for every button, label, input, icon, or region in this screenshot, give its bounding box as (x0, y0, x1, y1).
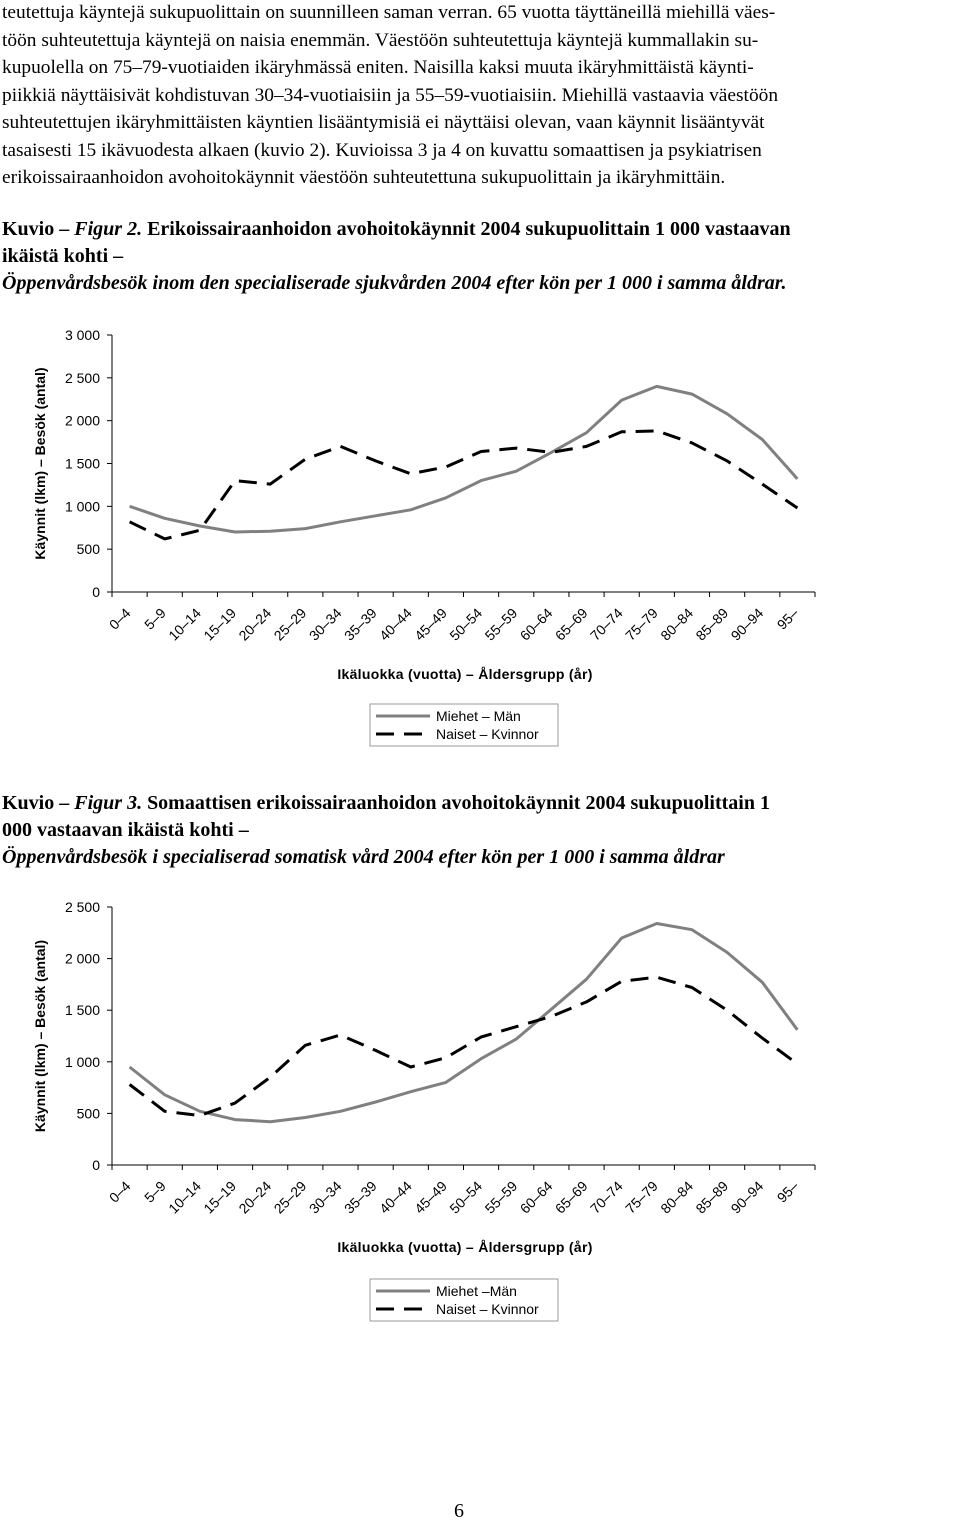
y-tick-label: 2 500 (64, 899, 100, 915)
figure-3-title-fi-cont: 000 vastaavan ikäistä kohti – (2, 819, 249, 841)
x-tick-label: 75–79 (622, 1177, 661, 1217)
y-tick-label: 500 (76, 1105, 100, 1122)
legend-label: Miehet –Män (436, 1283, 517, 1299)
y-axis-label: Käynnit (lkm) – Besök (antal) (32, 939, 48, 1133)
y-tick-label: 2 000 (64, 950, 100, 967)
figure-2-title-sv: Öppenvårdsbesök inom den specialiserade sjukvården 2004 efter kön per 1 000 i samma åldrar. (2, 272, 787, 294)
x-tick-label: 70–74 (586, 1177, 626, 1217)
line-chart-svg (0, 315, 960, 755)
x-tick-label: 55–59 (481, 1177, 521, 1217)
figure-2-label-sv: Figur (74, 218, 123, 240)
figure-2-title-fi-cont: ikäistä kohti – (2, 245, 124, 267)
intro-line: teutettuja käyntejä sukupuolittain on suunnilleen saman verran. 65 vuotta täyttäneillä miehillä väes- (2, 2, 776, 23)
x-tick-label: 10–14 (165, 604, 204, 644)
x-tick-label: 65–69 (551, 604, 591, 644)
x-tick-label: 45–49 (411, 1177, 451, 1217)
intro-line: tasaisesti 15 ikävuodesta alkaen (kuvio 2). Kuvioissa 3 ja 4 on kuvattu somaattisen ja psykiatrisen (2, 139, 762, 161)
line-chart-svg (0, 890, 960, 1330)
y-tick-label: 1 000 (64, 498, 100, 515)
x-tick-label: 5–9 (141, 1177, 169, 1206)
x-tick-label: 35–39 (340, 1177, 380, 1217)
figure-2-caption: Kuvio – Figur 2. Erikoissairaanhoidon avohoitokäynnit 2004 sukupuolittain 1 000 vastaavan ikäistä kohti – Öppenvårdsbesök inom den specialiserade sjukvården 2004 efter kön per 1 000 i samma åldrar. (2, 218, 791, 294)
series-line-naiset (130, 977, 798, 1115)
x-tick-label: 20–24 (235, 1177, 275, 1217)
x-tick-label: 90–94 (727, 1177, 767, 1217)
series-line-miehet (130, 386, 798, 532)
y-tick-label: 2 000 (64, 412, 100, 429)
x-tick-label: 85–89 (692, 1177, 732, 1217)
series-line-naiset (130, 431, 798, 539)
x-tick-label: 25–29 (270, 1177, 310, 1217)
x-tick-label: 15–19 (200, 1177, 240, 1217)
figure-2-title-fi: Erikoissairaanhoidon avohoitokäynnit 2004 sukupuolittain 1 000 vastaavan (147, 218, 791, 240)
x-tick-label: 0–4 (105, 604, 134, 633)
x-tick-label: 5–9 (141, 604, 169, 633)
x-tick-label: 50–54 (446, 604, 486, 644)
y-tick-label: 1 500 (64, 455, 100, 472)
figure-3-title-fi: Somaattisen erikoissairaanhoidon avohoitokäynnit 2004 sukupuolittain 1 (147, 792, 770, 814)
x-tick-label: 30–34 (305, 1177, 345, 1217)
x-tick-label: 95– (773, 604, 802, 633)
y-tick-label: 1 500 (64, 1002, 100, 1019)
legend-label: Naiset – Kvinnor (436, 1301, 539, 1317)
y-axis-label: Käynnit (lkm) – Besök (antal) (32, 367, 48, 560)
intro-line: suhteutettujen ikäryhmittäisten käyntien lisääntymisiä ei näyttäisi olevan, vaan käynnit lisääntyvät (2, 112, 765, 133)
x-tick-label: 60–64 (516, 1177, 556, 1217)
x-axis-label: Ikäluokka (vuotta) – Åldersgrupp (år) (337, 666, 593, 682)
x-tick-label: 90–94 (727, 604, 767, 644)
x-tick-label: 45–49 (411, 604, 451, 644)
figure-3-label-sv: Figur (74, 792, 123, 814)
x-tick-label: 25–29 (270, 604, 310, 644)
x-axis-label: Ikäluokka (vuotta) – Åldersgrupp (år) (337, 1239, 593, 1255)
x-tick-label: 10–14 (165, 1177, 204, 1217)
x-tick-label: 20–24 (235, 604, 275, 644)
figure-3-number: 3. (127, 792, 143, 814)
x-tick-label: 80–84 (657, 604, 697, 644)
x-tick-label: 40–44 (376, 1177, 415, 1217)
intro-line: piikkiä näyttäisivät kohdistuvan 30–34-vuotiaisiin ja 55–59-vuotiaisiin. Miehillä vastaavia väestöön (2, 84, 779, 106)
x-tick-label: 35–39 (340, 604, 380, 644)
x-tick-label: 15–19 (200, 604, 240, 644)
figure-2-chart (0, 315, 960, 755)
intro-line: töön suhteutettuja käyntejä on naisia enemmän. Väestöön suhteutettuja käyntejä kummallakin su- (2, 29, 759, 51)
x-tick-label: 30–34 (305, 604, 345, 644)
legend-label: Naiset – Kvinnor (436, 726, 539, 742)
figure-3-label-fi: Kuvio (2, 792, 55, 814)
x-tick-label: 70–74 (586, 604, 626, 644)
figure-2-label-fi: Kuvio (2, 218, 55, 240)
x-tick-label: 65–69 (551, 1177, 591, 1217)
x-tick-label: 80–84 (657, 1177, 697, 1217)
figure-3-caption: Kuvio – Figur 3. Somaattisen erikoissairaanhoidon avohoitokäynnit 2004 sukupuolittain 1 000 vastaavan ikäistä kohti – Öppenvårdsbesök i specialiserad somatisk vård 2004 efter kön per 1 000 i samma åldrar (2, 792, 770, 868)
y-tick-label: 3 000 (64, 327, 100, 343)
figure-3-chart (0, 890, 960, 1330)
intro-line: kupuolella on 75–79-vuotiaiden ikäryhmässä eniten. Naisilla kaksi muuta ikäryhmittäistä käynti- (2, 57, 754, 78)
x-tick-label: 95– (773, 1177, 802, 1206)
y-tick-label: 2 500 (64, 369, 100, 386)
x-tick-label: 40–44 (376, 604, 415, 644)
x-tick-label: 50–54 (446, 1177, 486, 1217)
y-tick-label: 0 (92, 584, 100, 600)
series-line-miehet (130, 924, 798, 1122)
y-tick-label: 500 (76, 541, 100, 558)
intro-line: erikoissairaanhoidon avohoitokäynnit väestöön suhteutettuna sukupuolittain ja ikäryhmittäin. (2, 167, 726, 188)
x-tick-label: 0–4 (105, 1177, 134, 1206)
figure-3-title-sv: Öppenvårdsbesök i specialiserad somatisk vård 2004 efter kön per 1 000 i samma åldrar (2, 846, 725, 868)
x-tick-label: 75–79 (622, 604, 661, 644)
figure-2-number: 2. (127, 218, 143, 240)
x-tick-label: 85–89 (692, 604, 732, 644)
y-tick-label: 1 000 (64, 1053, 100, 1070)
page-number: 6 (454, 1500, 464, 1522)
y-tick-label: 0 (92, 1157, 100, 1173)
legend-label: Miehet – Män (436, 708, 521, 724)
x-tick-label: 60–64 (516, 604, 556, 644)
x-tick-label: 55–59 (481, 604, 521, 644)
